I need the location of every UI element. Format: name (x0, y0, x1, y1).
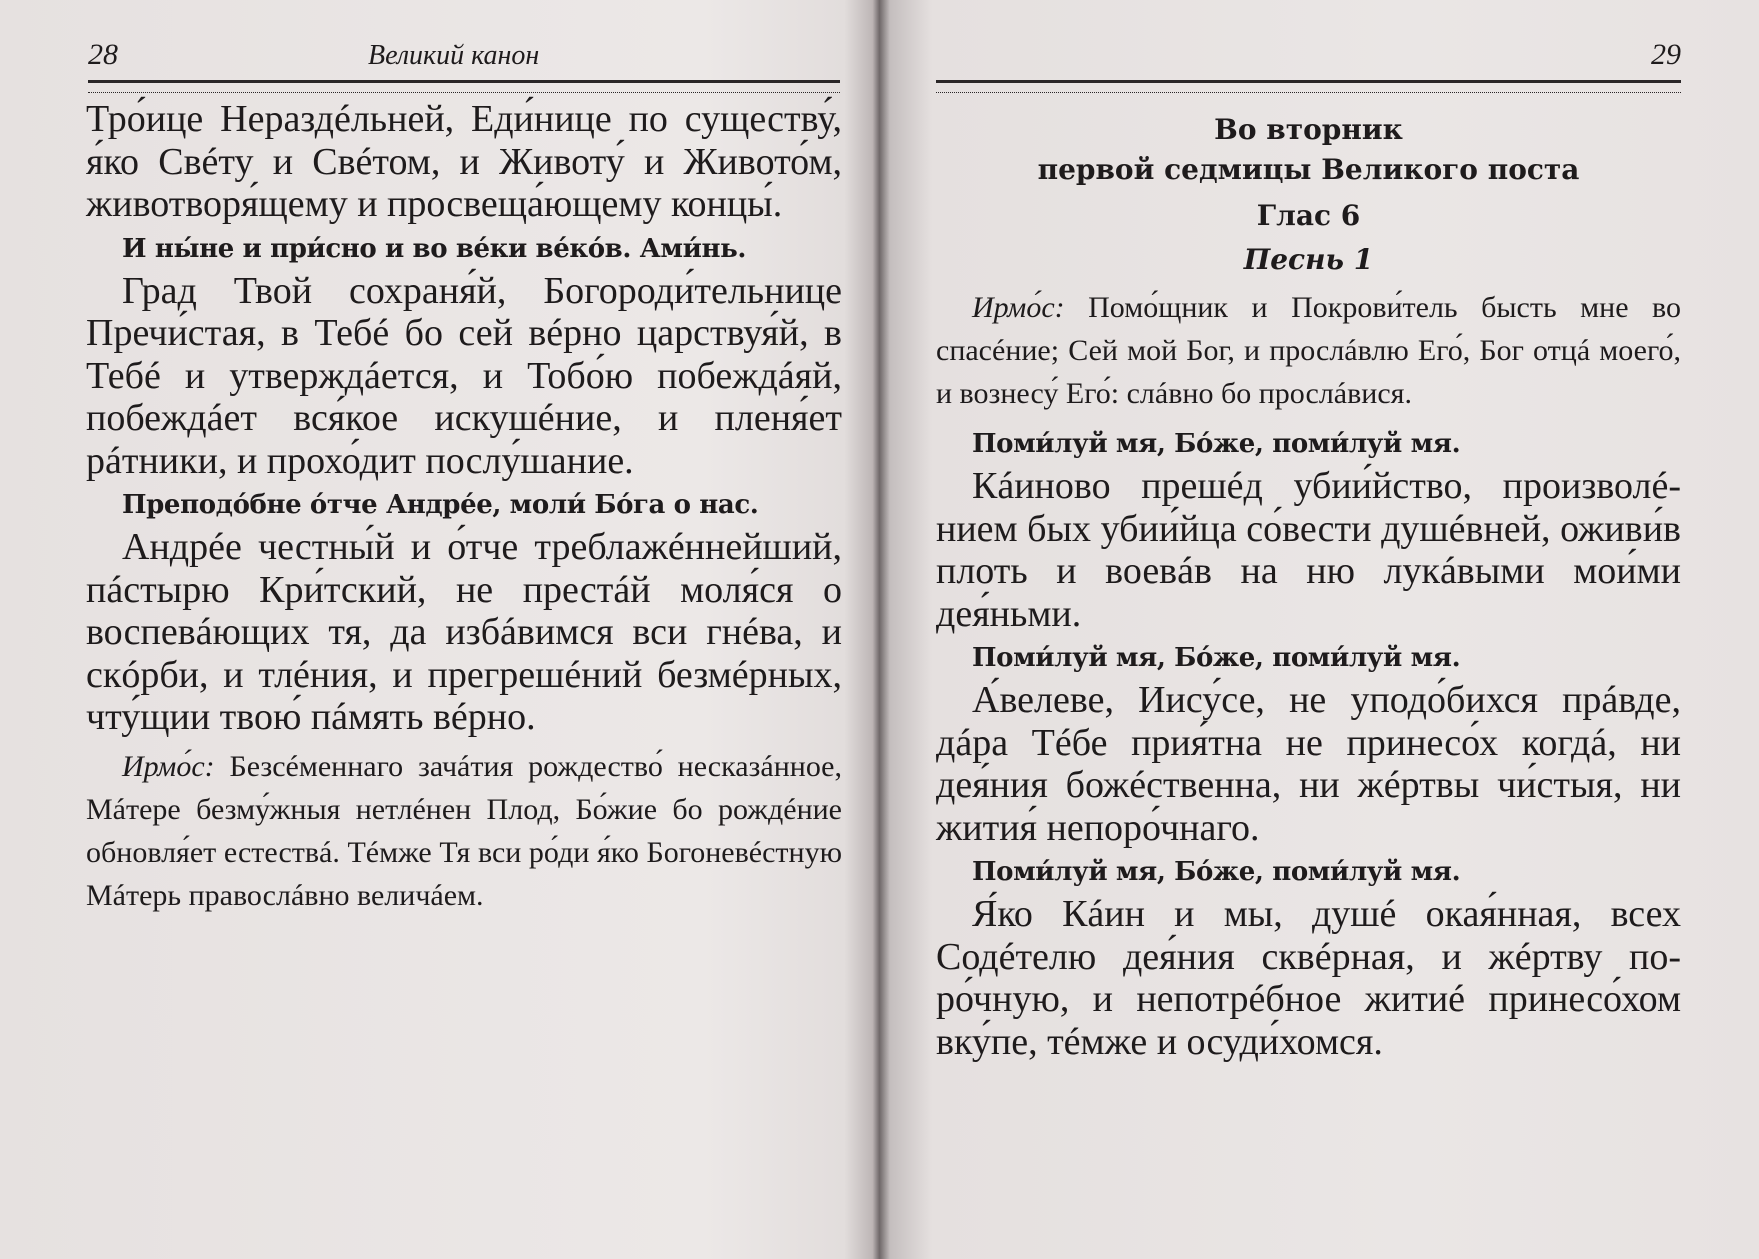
irmos-text-right: Помо́щник и Покрови́тель бысть мне во спасéние; Сей мой Бог, и прослáвлю Его́, Бог отцá моего́, и вознесу́ Его́: слáвно бо прослáвися. (936, 291, 1681, 410)
left-running-head (88, 38, 840, 78)
troparion-trinity: Тро́ице Нераздéльней, Еди́нице по существу́, я́ко Свéту и Свéтом, и Животу́ и Живото́м, животворя́щему и просвеща́ющему концы́. (86, 98, 842, 225)
left-text-block (86, 98, 842, 917)
irmos-label-right: Ирмо́с: (972, 291, 1065, 324)
section-heading-day: Во вторник (1214, 113, 1403, 146)
stanza-abel: А́велеве, Иису́се, не уподо́бихся прáвде, дáра Тéбе прия́тна не принесо́х когдá, ни дея́ния божéственна, ни жéртвы чи́стыя, ни жития́ непоро́чнаго. (936, 679, 1681, 849)
section-heading-week: первой седмицы Великого поста (1037, 153, 1580, 186)
right-page (884, 0, 1759, 1259)
refrain-have-mercy-1: Поми́луй мя, Бо́же, поми́луй мя. (972, 429, 1461, 459)
theotokion: Град Твой сохраня́й, Богороди́тельнице Пречи́стая, в Тебé бо сей вéрно царствуя́й, в Тебé и утверждáется, и Тобо́ю побеждáяй, побеждáет вся́кое искушéние, и пленя́ет рáтники, и прохо́дит послу́шание. (86, 269, 842, 482)
right-text-block (936, 110, 1681, 1063)
tone-heading: Глас 6 (1256, 199, 1361, 232)
irmos-paragraph (86, 745, 842, 917)
stanza-cain: Кáиново прешéд убии́йство, произволéнием бых убии́йца со́вести душéвней, оживи́в плоть и воевáв на ню лукáвыми мои́ми дея́ньми. (936, 465, 1681, 635)
irmos-label: Ирмо́с: (122, 749, 215, 783)
spacer (936, 415, 1681, 421)
irmos-paragraph-right (936, 286, 1681, 415)
stanza-soul: Я́ко Кáин и мы, душé окая́нная, всех Содéтелю дея́ния сквéрная, и жéртву поро́чную, и непотрéбное житиé принесо́хом вку́пе, тéмже и осуди́хомся. (936, 893, 1681, 1063)
refrain-have-mercy-3: Поми́луй мя, Бо́же, поми́луй мя. (972, 857, 1461, 887)
refrain-and-now: И ны́не и при́сно и во вéки вéко́в. Ами́нь. (122, 233, 747, 264)
left-page-number: 28 (88, 38, 118, 71)
refrain-have-mercy-2: Поми́луй мя, Бо́же, поми́луй мя. (972, 643, 1461, 673)
irmos-text: Безсéменнаго зачáтия рождество́ несказáнное, Мáтере безму́жныя нетлéнен Плод, Бо́жие бо рождéние обновля́ет естествá. Тéмже Тя вси ро́ди я́ко Богоневéстную Мáтерь правослáвно величáем. (86, 749, 842, 912)
left-header-rule (88, 80, 840, 93)
right-running-head (936, 38, 1681, 78)
troparion-saint-andrew: Андрéе честны́й и о́тче треблажéннейший, пáстырю Кри́тский, не престáй моля́ся о воспевáющих тя, да избáвимся вси гнéва, и скóрби, и тлéния, и прегрешéний безмéрных, чту́щии твою́ пáмять вéрно. (86, 526, 842, 738)
refrain-saint-andrew: Преподо́бне о́тче Андрéе, моли́ Бо́га о нас. (122, 490, 759, 520)
right-header-rule (936, 80, 1681, 93)
left-page (0, 0, 875, 1259)
running-title: Великий канон (368, 40, 540, 71)
right-page-number: 29 (1651, 38, 1681, 71)
ode-heading: Песнь 1 (1243, 243, 1374, 276)
